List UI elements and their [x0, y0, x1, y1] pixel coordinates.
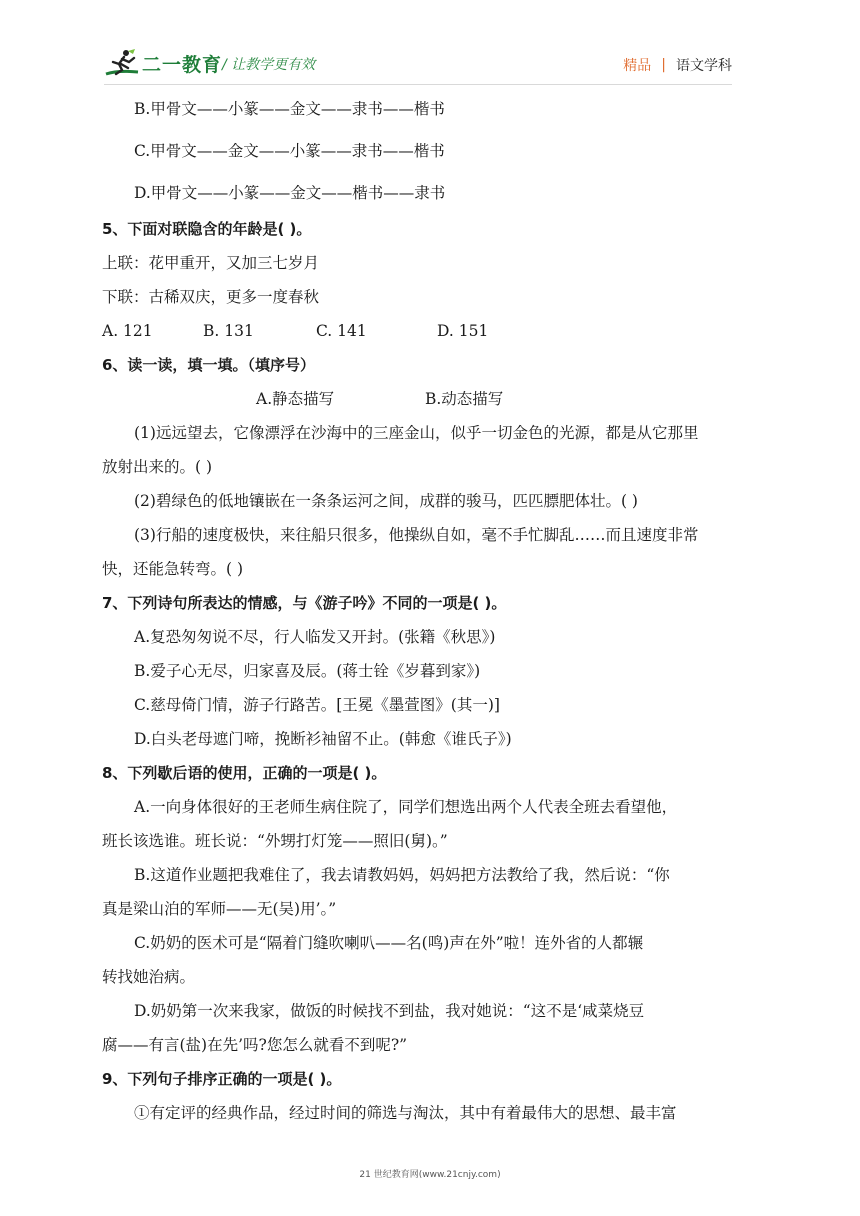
option-d: D. 151 [437, 322, 489, 340]
page-header [0, 0, 860, 90]
text-line: A.一向身体很好的王老师生病住院了，同学们想选出两个人代表全班去看望他， [134, 798, 678, 816]
brand-name: 二一教育 [142, 53, 223, 76]
option-line: B.甲骨文——小篆——金文——隶书——楷书 [134, 100, 445, 118]
text-line: (2)碧绿色的低地镶嵌在一条条运河之间，成群的骏马，匹匹膘肥体壮。( ) [134, 492, 638, 510]
document-body [102, 92, 774, 1130]
text-line: 班长该选谁。班长说：“外甥打灯笼——照旧(舅)。” [102, 832, 448, 850]
option-line: C.甲骨文——金文——小篆——隶书——楷书 [134, 142, 445, 160]
header-separator: | [661, 57, 666, 73]
text-line: (3)行船的速度极快，来往船只很多，他操纵自如，毫不手忙脚乱……而且速度非常 [134, 526, 699, 544]
runner-logo-icon [104, 48, 140, 78]
question-title: 6、读一读，填一填。（填序号） [102, 356, 315, 374]
text-line: 转找她治病。 [102, 968, 196, 986]
text-line: ①有定评的经典作品，经过时间的筛选与淘汰，其中有着最伟大的思想、最丰富 [134, 1104, 677, 1122]
text-line: D.奶奶第一次来我家，做饭的时候找不到盐，我对她说：“这不是‘咸菜烧豆 [134, 1002, 645, 1020]
type-a: A.静态描写 [256, 390, 335, 408]
quality-tag: 精品 [623, 58, 652, 74]
option-a: A. 121 [102, 322, 153, 340]
option-c: C. 141 [316, 322, 367, 340]
options-row [102, 314, 774, 348]
question-title: 9、下列句子排序正确的一项是( )。 [102, 1070, 342, 1088]
text-line: 快，还能急转弯。( ) [102, 560, 244, 578]
option-line: D.甲骨文——小篆——金文——楷书——隶书 [134, 184, 446, 202]
text-line: 上联：花甲重开，又加三七岁月 [102, 254, 320, 272]
text-line: 放射出来的。( ) [102, 458, 213, 476]
text-line: 下联：古稀双庆，更多一度春秋 [102, 288, 320, 306]
option-line: A.复恐匆匆说不尽，行人临发又开封。(张籍《秋思》) [134, 628, 496, 646]
question-title: 7、下列诗句所表达的情感，与《游子吟》不同的一项是( )。 [102, 594, 507, 612]
slogan: / 让教学更有效 [222, 57, 316, 73]
logo [104, 48, 222, 78]
text-line: C.奶奶的医术可是“隔着门缝吹喇叭——名(鸣)声在外”啦！连外省的人都辗 [134, 934, 644, 952]
text-line: B.这道作业题把我难住了，我去请教妈妈，妈妈把方法教给了我，然后说：“你 [134, 866, 670, 884]
option-line: B.爱子心无尽，归家喜及辰。(蒋士铨《岁暮到家》) [134, 662, 481, 680]
header-right [623, 55, 732, 75]
question-title: 5、下面对联隐含的年龄是( )。 [102, 220, 312, 238]
subject-label: 语文学科 [676, 58, 732, 74]
text-line: (1)远远望去，它像漂浮在沙海中的三座金山，似乎一切金色的光源，都是从它那里 [134, 424, 699, 442]
option-line: C.慈母倚门情，游子行路苦。[王冕《墨萱图》(其一)] [134, 696, 500, 714]
page-footer: 21 世纪教育网(www.21cnjy.com) [359, 1170, 501, 1180]
types-row [134, 382, 774, 416]
option-line: D.白头老母遮门啼，挽断衫袖留不止。(韩愈《谁氏子》) [134, 730, 512, 748]
text-line: 真是梁山泊的军师——无(吴)用’。” [102, 900, 337, 918]
text-line: 腐——有言(盐)在先’吗?您怎么就看不到呢?” [102, 1036, 408, 1054]
type-b: B.动态描写 [424, 390, 504, 408]
option-b: B. 131 [203, 322, 254, 340]
header-divider [104, 84, 732, 85]
question-title: 8、下列歇后语的使用，正确的一项是( )。 [102, 764, 387, 782]
